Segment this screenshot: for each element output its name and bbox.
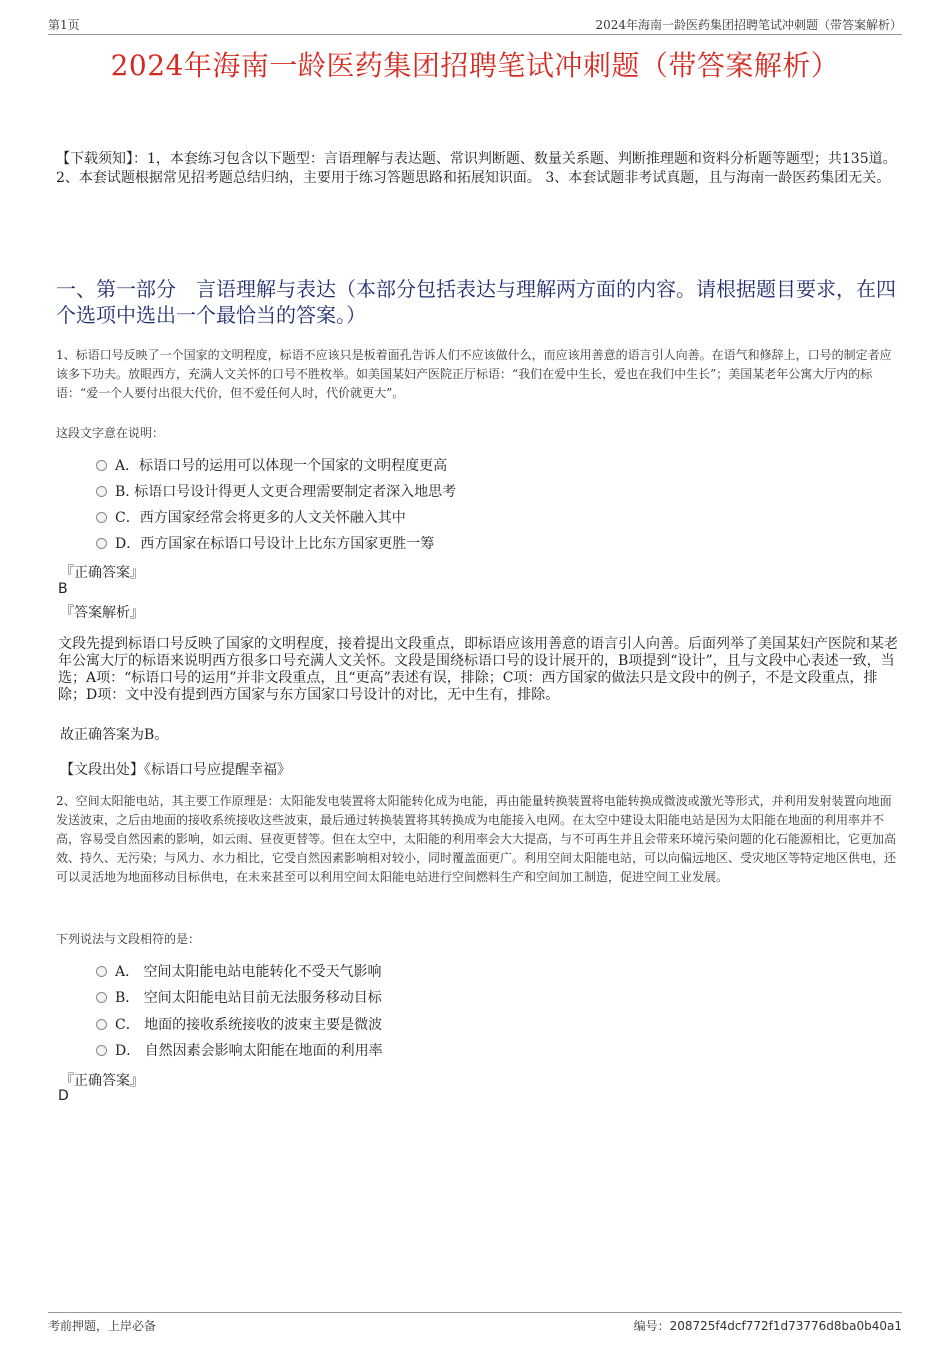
question-2-option-b[interactable] [96, 988, 382, 1008]
option-label: C． 地面的接收系统接收的波束主要是微波 [115, 1017, 383, 1033]
section-heading: 一、第一部分 言语理解与表达（本部分包括表达与理解两方面的内容。请根据题目要求，在四个选项中选出一个最恰当的答案。） [56, 277, 896, 327]
footer-code [634, 1317, 902, 1334]
option-label: A． 空间太阳能电站电能转化不受天气影响 [115, 964, 382, 980]
question-1-source: 【文段出处】《标语口号应提醒幸福》 [60, 762, 291, 778]
radio-icon[interactable] [96, 992, 107, 1003]
option-label: D．西方国家在标语口号设计上比东方国家更胜一筹 [115, 536, 435, 552]
download-notice: 【下载须知】：1，本套练习包含以下题型：言语理解与表达题、常识判断题、数量关系题、判断推理题和资料分析题等题型；共135道。 2、本套试题根据常见招考题总结归纳，主要用于练习答题思路和拓展知识面。 3、本套试题非考试真题，且与海南一龄医药集团无关。 [56, 151, 897, 186]
page-number: 第1页 [48, 18, 80, 32]
radio-icon[interactable] [96, 512, 107, 523]
radio-icon[interactable] [96, 460, 107, 471]
footer-code-value: 208725f4dcf772f1d73776d8ba0b40a1 [669, 1319, 902, 1333]
question-1-option-b[interactable] [96, 482, 456, 502]
radio-icon[interactable] [96, 486, 107, 497]
question-2-option-a[interactable] [96, 962, 382, 982]
option-label: C．西方国家经常会将更多的人文关怀融入其中 [115, 510, 406, 526]
option-label: B. 标语口号设计得更人文更合理需要制定者深入地思考 [115, 484, 457, 500]
question-1-answer-label: 『正确答案』 [60, 565, 144, 581]
option-label: A．标语口号的运用可以体现一个国家的文明程度更高 [115, 458, 448, 474]
question-2-prompt: 下列说法与文段相符的是： [56, 932, 201, 946]
footer-slogan: 考前押题，上岸必备 [48, 1319, 157, 1333]
question-1-analysis: 文段先提到标语口号反映了国家的文明程度，接着提出文段重点，即标语应该用善意的语言引人向善。后面列举了美国某妇产医院和某老年公寓大厅的标语来说明西方很多口号充满人文关怀。文段是围绕标语口号的设计展开的，B项提到“设计”，且与文段中心表述一致，当选；A项：“标语口号的运用”并非文段重点，且“更高”表述有误，排除；C项：西方国家的做法只是文段中的例子，不是文段重点，排除；D项：文中没有提到西方国家与东方国家口号设计的对比，无中生有，排除。 [58, 636, 898, 703]
header-doc-title: 2024年海南一龄医药集团招聘笔试冲刺题（带答案解析） [595, 18, 902, 32]
question-2-answer: D [58, 1088, 69, 1104]
question-2-option-c[interactable] [96, 1015, 382, 1035]
footer-code-label: 编号： [633, 1319, 670, 1333]
question-1-option-d[interactable] [96, 534, 434, 554]
radio-icon[interactable] [96, 1045, 107, 1056]
question-1-prompt: 这段文字意在说明： [56, 426, 165, 440]
question-2-stem: 2、空间太阳能电站，其主要工作原理是：太阳能发电装置将太阳能转化成为电能，再由能量转换装置将电能转换成微波或激光等形式，并利用发射装置向地面发送波束，之后由地面的接收系统接收这些波束，最后通过转换装置将其转换成为电能接入电网。在太空中建设太阳能电站是因为太阳能在地面的利用率并不高，容易受自然因素的影响，如云雨、昼夜更替等。但在太空中，太阳能的利用率会大大提高，与不可再生并且会带来环境污染问题的化石能源相比，它更加高效、持久、无污染；与风力、水力相比，它受自然因素影响相对较小，同时覆盖面更广。利用空间太阳能电站，可以向偏远地区、受灾地区等特定地区供电，还可以灵活地为地面移动目标供电，在未来甚至可以利用空间太阳能电站进行空间燃料生产和空间加工制造，促进空间工业发展。 [56, 794, 897, 884]
question-1-answer: B [58, 581, 68, 597]
question-2-option-d[interactable] [96, 1041, 383, 1061]
question-2-answer-label: 『正确答案』 [60, 1073, 144, 1089]
question-1-option-c[interactable] [96, 508, 406, 528]
page-header [48, 14, 902, 35]
question-1-analysis-label: 『答案解析』 [60, 605, 144, 621]
document-title: 2024年海南一龄医药集团招聘笔试冲刺题（带答案解析） [110, 49, 840, 82]
option-label: B． 空间太阳能电站目前无法服务移动目标 [115, 990, 382, 1006]
radio-icon[interactable] [96, 966, 107, 977]
question-1-conclusion: 故正确答案为B。 [60, 727, 169, 743]
option-label: D． 自然因素会影响太阳能在地面的利用率 [115, 1043, 383, 1059]
question-1-option-a[interactable] [96, 456, 447, 476]
radio-icon[interactable] [96, 538, 107, 549]
question-1-stem: 1、标语口号反映了一个国家的文明程度，标语不应该只是板着面孔告诉人们不应该做什么，而应该用善意的语言引人向善。在语气和修辞上，口号的制定者应该多下功夫。放眼西方，充满人文关怀的口号不胜枚举。如美国某妇产医院正厅标语：“我们在爱中生长，爱也在我们中生长”；美国某老年公寓大厅内的标语：“爱一个人要付出很大代价，但不爱任何人时，代价就更大”。 [56, 348, 892, 400]
page-footer [48, 1312, 902, 1337]
radio-icon[interactable] [96, 1019, 107, 1030]
